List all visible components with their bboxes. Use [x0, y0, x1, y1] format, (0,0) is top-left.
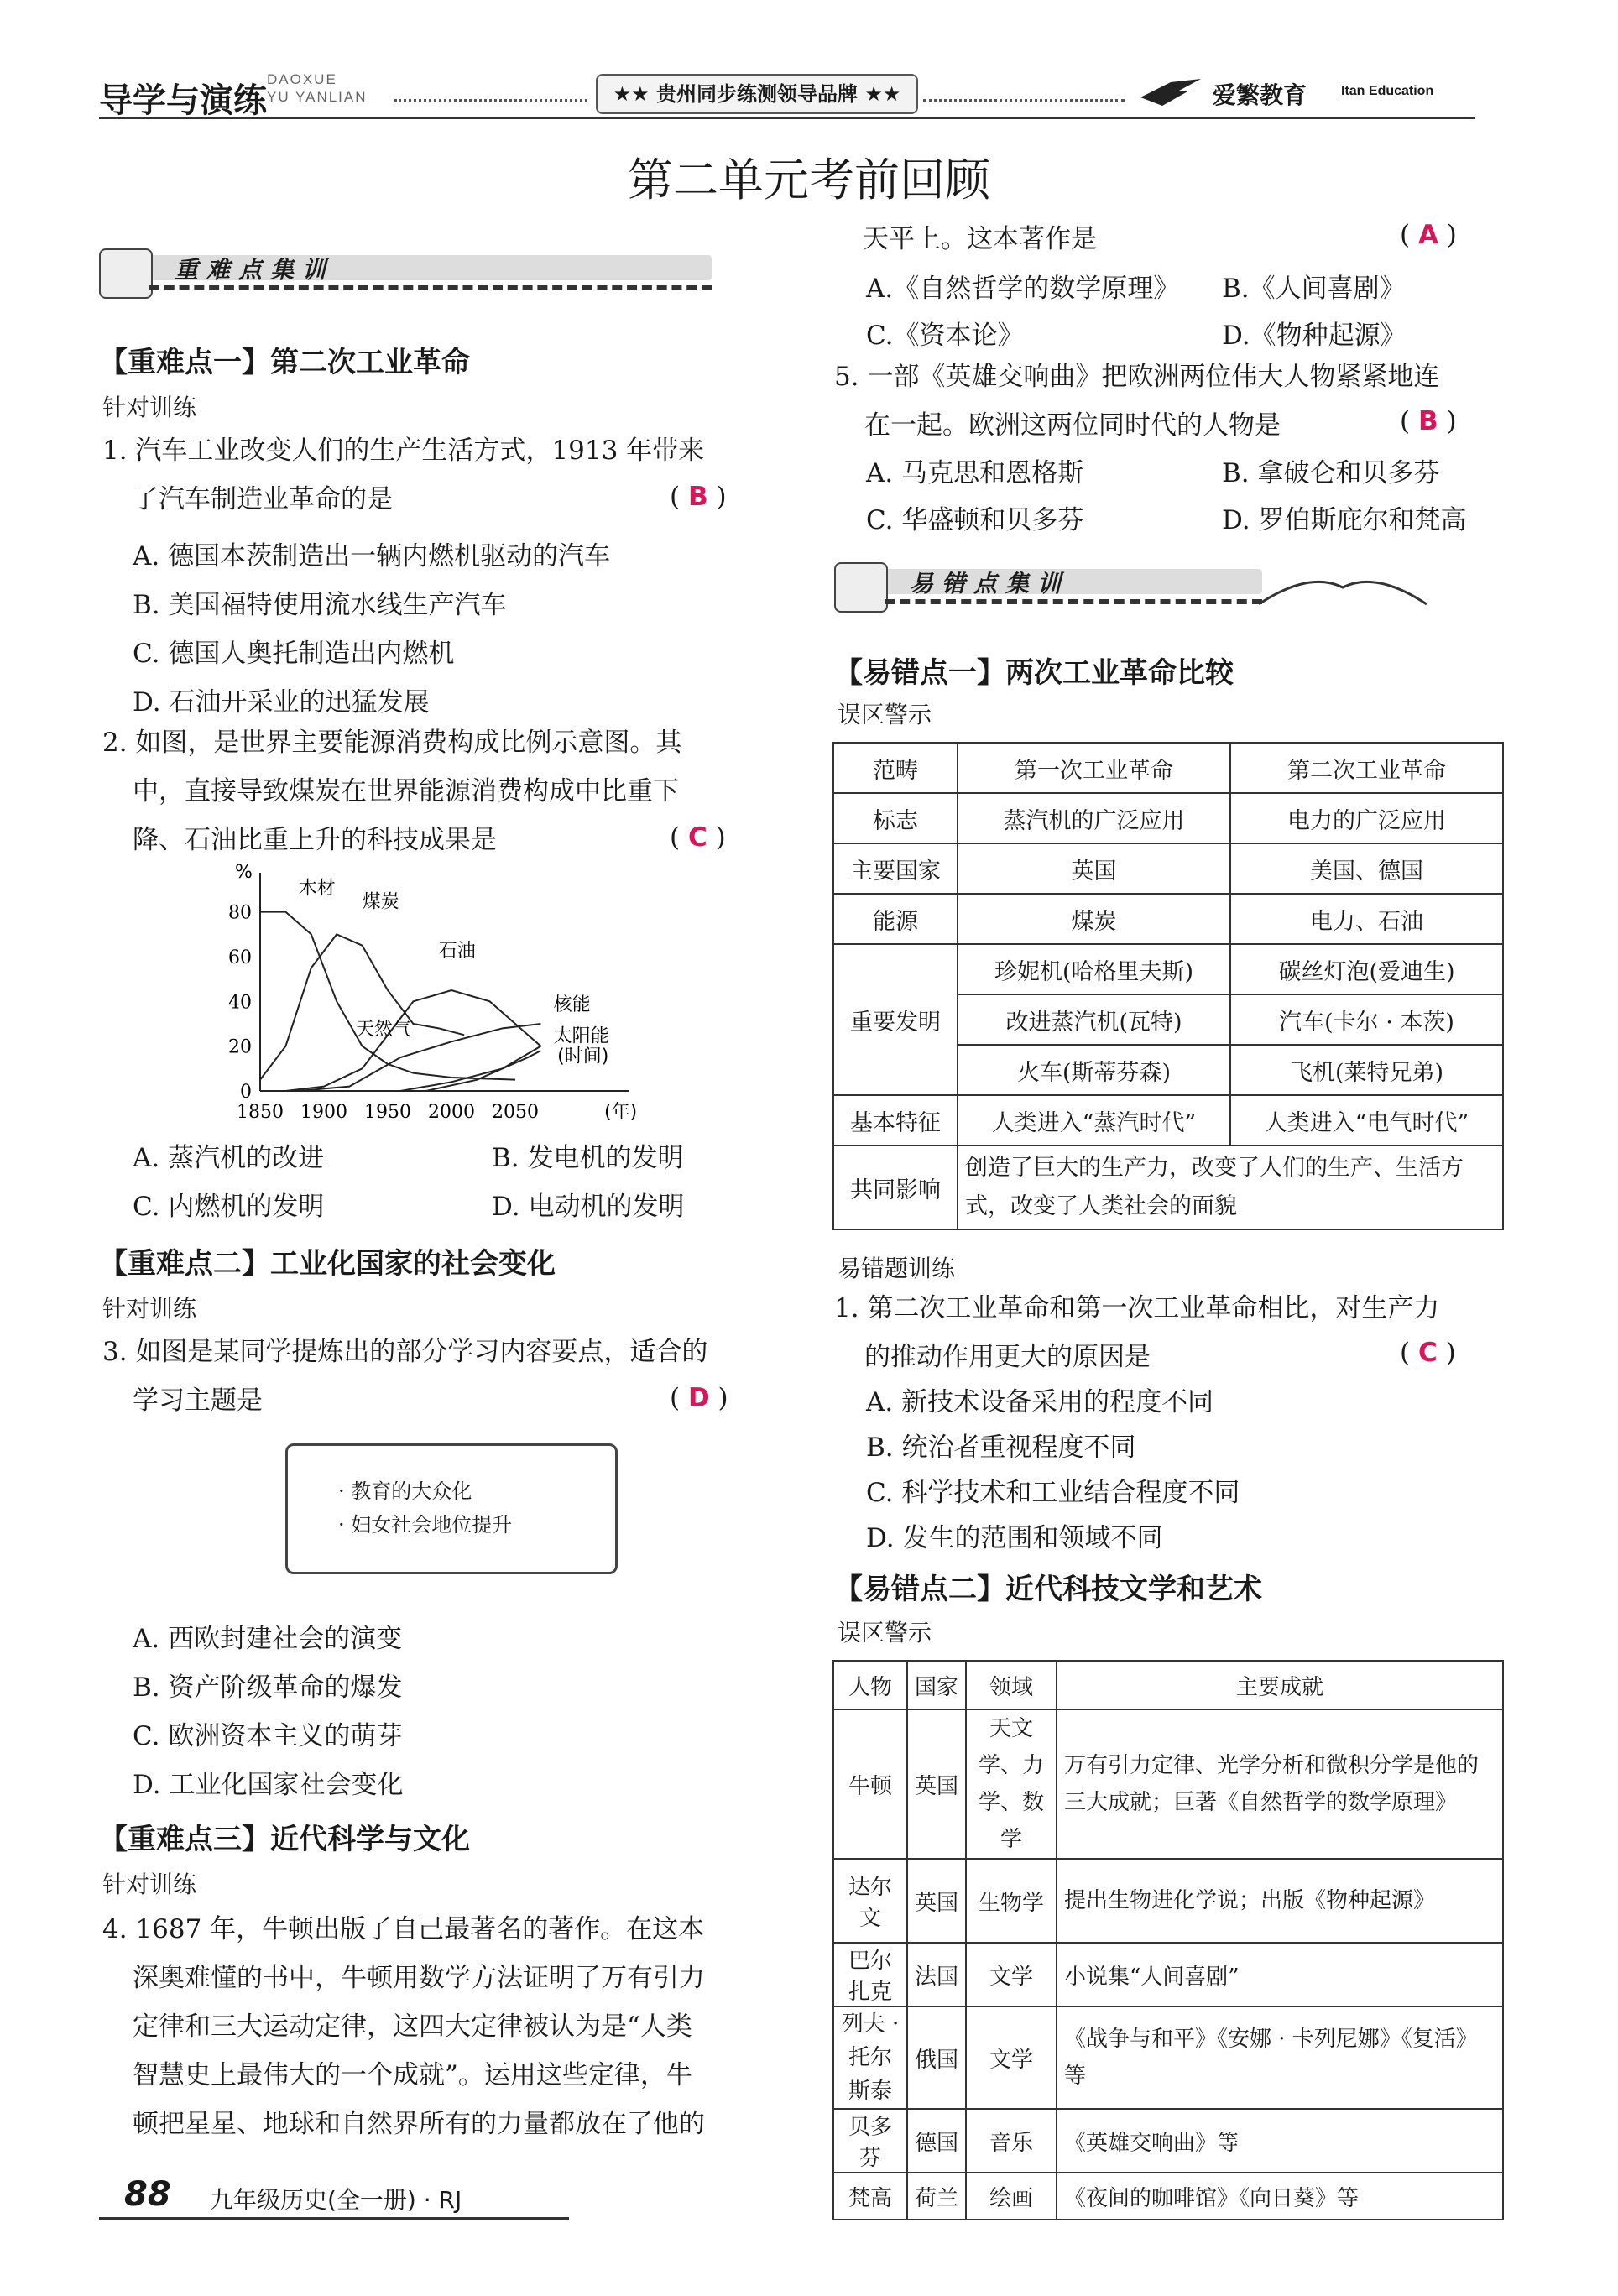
header-logo-en: Itan Education	[1341, 84, 1434, 98]
header-rule	[99, 117, 1475, 119]
x-tick-label: 1900	[300, 1102, 347, 1123]
point3-train: 针对训练	[102, 1871, 197, 1898]
q2-option-d: D. 电动机的发明	[492, 1192, 685, 1222]
page-title: 第二单元考前回顾	[628, 154, 990, 206]
y-tick-label: 60	[228, 947, 252, 968]
point3-heading: 【重难点三】近代科学与文化	[99, 1823, 470, 1856]
x-tick-label: 2000	[428, 1102, 475, 1123]
q3-options: A. 西欧封建社会的演变 B. 资产阶级革命的爆发 C. 欧洲资本主义的萌芽 D. 工业化国家社会变化	[133, 1624, 404, 1800]
q5-option-b: B. 拿破仑和贝多芬	[1222, 458, 1440, 488]
series-label-煤炭: 煤炭	[362, 891, 399, 913]
err2-warn: 误区警示	[838, 1619, 932, 1646]
banner-key-points	[99, 248, 712, 297]
header-slogan: ★★ 贵州同步练测领导品牌 ★★	[596, 74, 918, 114]
series-line-煤炭	[260, 934, 464, 1079]
q5-option-c: C. 华盛顿和贝多芬	[866, 505, 1084, 535]
x-tick-label: 1950	[364, 1102, 411, 1123]
q4-option-c: C.《资本论》	[866, 321, 1024, 351]
q5-text: 5. 一部《英雄交响曲》把欧洲两位伟大人物紧紧地连 在一起。欧洲这两位同时代的人物是	[834, 362, 1440, 441]
point2-train: 针对训练	[102, 1295, 197, 1323]
header-dots-right	[923, 99, 1125, 102]
series-label-太阳能: 太阳能	[553, 1025, 609, 1047]
header-pinyin-2: YU YANLIAN	[267, 89, 368, 105]
ribbon-swoosh-icon	[1259, 571, 1427, 613]
footer-book-title: 九年级历史(全一册) · RJ	[210, 2186, 462, 2214]
x-tick-label: 1850	[237, 1102, 284, 1123]
q4-cont: 天平上。这本著作是	[863, 224, 1097, 254]
header-logo-text: 爱繁教育	[1213, 81, 1307, 109]
book-icon-2	[834, 562, 888, 613]
y-tick-label: 80	[228, 902, 252, 924]
q4-option-d: D.《物种起源》	[1222, 321, 1407, 351]
q3-answer: ( D )	[670, 1383, 728, 1413]
err1-warn: 误区警示	[838, 701, 932, 728]
banner-error-points-text: 易错点集训	[910, 570, 1070, 597]
e1-answer: ( C )	[1400, 1338, 1456, 1368]
achievement-table: 人物 国家 领域 主要成就 牛顿 英国 天文学、力学、数学 万有引力定律、光学分析和微积分学是他的三大成就；巨著《自然哲学的数学原理》 达尔文 英国 生物学 提出生物进化学说；出版《物种起源》 巴尔扎克 法国 文学 小说集“人间喜剧” 列夫 · 托尔斯泰 俄国 文学 《战争与和平》《安娜 · 卡列尼娜》《复活》等 贝多芬 德国 音乐 《英雄交响曲》等 梵高 荷兰 绘画 《夜间的咖啡馆》《向日葵》等	[832, 1660, 1504, 2220]
q4-text: 4. 1687 年，牛顿出版了自己最著名的著作。在这本 深奥难懂的书中，牛顿用数学方法证明了万有引力 定律和三大运动定律，这四大定律被认为是“人类 智慧史上最伟大的一个成就”。运用这些定律，牛 顿把星星、地球和自然界所有的力量都放在了他的	[102, 1914, 705, 2139]
comparison-table: 范畴 第一次工业革命 第二次工业革命 标志 蒸汽机的广泛应用 电力的广泛应用 主要国家 英国 美国、德国 能源 煤炭 电力、石油 重要发明 珍妮机(哈格里夫斯) 碳丝灯泡(爱迪生) 改进蒸汽机(瓦特) 汽车(卡尔 · 本茨) 火车(斯蒂芬森) 飞机(莱特兄弟) 基本特征 人类进入“蒸汽时代” 人类进入“电气时代” 共同影响 创造了巨大的生产力，改变了人们的生产、生活方式，改变了人类社会的面貌	[832, 742, 1504, 1230]
q4-option-b: B.《人间喜剧》	[1222, 274, 1406, 304]
y-axis-label: %	[235, 864, 253, 883]
q1-text: 1. 汽车工业改变人们的生产生活方式，1913 年带来 了汽车制造业革命的是	[102, 436, 705, 514]
series-label-天然气: 天然气	[356, 1019, 412, 1041]
q5-option-a: A. 马克思和恩格斯	[866, 458, 1084, 488]
series-label-核能: 核能	[553, 994, 591, 1015]
study-scroll	[285, 1443, 618, 1574]
header-dots-left	[394, 99, 587, 102]
q2-answer: ( C )	[670, 822, 726, 853]
err-train-heading: 易错题训练	[838, 1255, 956, 1282]
series-label-木材: 木材	[298, 878, 336, 900]
x-tick-label: 2050	[492, 1102, 539, 1123]
q5-answer: ( B )	[1400, 406, 1457, 436]
point1-heading: 【重难点一】第二次工业革命	[99, 346, 470, 379]
q2-text: 2. 如图，是世界主要能源消费构成比例示意图。其 中，直接导致煤炭在世界能源消费构成中比重下 降、石油比重上升的科技成果是	[102, 728, 682, 855]
err2-heading: 【易错点二】近代科技文学和艺术	[834, 1573, 1262, 1606]
point2-heading: 【重难点二】工业化国家的社会变化	[99, 1247, 556, 1281]
y-tick-label: 20	[228, 1036, 252, 1058]
series-label-石油: 石油	[438, 941, 476, 962]
brand-logo-icon	[1137, 72, 1204, 109]
q2-option-c: C. 内燃机的发明	[133, 1192, 325, 1222]
q5-option-d: D. 罗伯斯庇尔和梵高	[1222, 505, 1467, 535]
banner-key-points-text: 重难点集训	[175, 256, 335, 284]
y-tick-label: 0	[240, 1082, 252, 1103]
book-icon	[99, 248, 153, 299]
y-tick-label: 40	[228, 992, 252, 1014]
series-line-石油	[285, 990, 540, 1091]
series-line-木材	[260, 912, 515, 1080]
energy-chart	[218, 864, 688, 1133]
time-label: (时间)	[557, 1046, 609, 1067]
scroll-item-2: · 妇女社会地位提升	[338, 1513, 513, 1537]
q4-option-a: A.《自然哲学的数学原理》	[866, 274, 1180, 304]
point1-train: 针对训练	[102, 394, 197, 421]
err1-heading: 【易错点一】两次工业革命比较	[834, 656, 1234, 690]
x-axis-label: (年)	[604, 1102, 638, 1123]
q2-option-a: A. 蒸汽机的改进	[133, 1143, 325, 1173]
header-brand: 导学与演练	[99, 81, 267, 120]
q2-option-b: B. 发电机的发明	[492, 1143, 684, 1173]
q1-answer: ( B )	[670, 482, 727, 512]
series-line-核能	[400, 1046, 540, 1091]
header-pinyin-1: DAOXUE	[267, 71, 337, 87]
header-pinyin	[267, 70, 368, 106]
q4-answer: ( A )	[1400, 220, 1457, 250]
e1-options: A. 新技术设备采用的程度不同 B. 统治者重视程度不同 C. 科学技术和工业结合程度不同 D. 发生的范围和领域不同	[866, 1387, 1240, 1553]
q1-options: A. 德国本茨制造出一辆内燃机驱动的汽车 B. 美国福特使用流水线生产汽车 C. 德国人奥托制造出内燃机 D. 石油开采业的迅猛发展	[133, 541, 611, 718]
e1-text: 1. 第二次工业革命和第一次工业革命相比，对生产力 的推动作用更大的原因是	[834, 1293, 1440, 1372]
q3-text: 3. 如图是某同学提炼出的部分学习内容要点，适合的 学习主题是	[102, 1337, 708, 1416]
page-number: 88	[124, 2175, 171, 2214]
banner-error-points	[834, 562, 1262, 611]
scroll-item-1: · 教育的大众化	[338, 1479, 472, 1503]
